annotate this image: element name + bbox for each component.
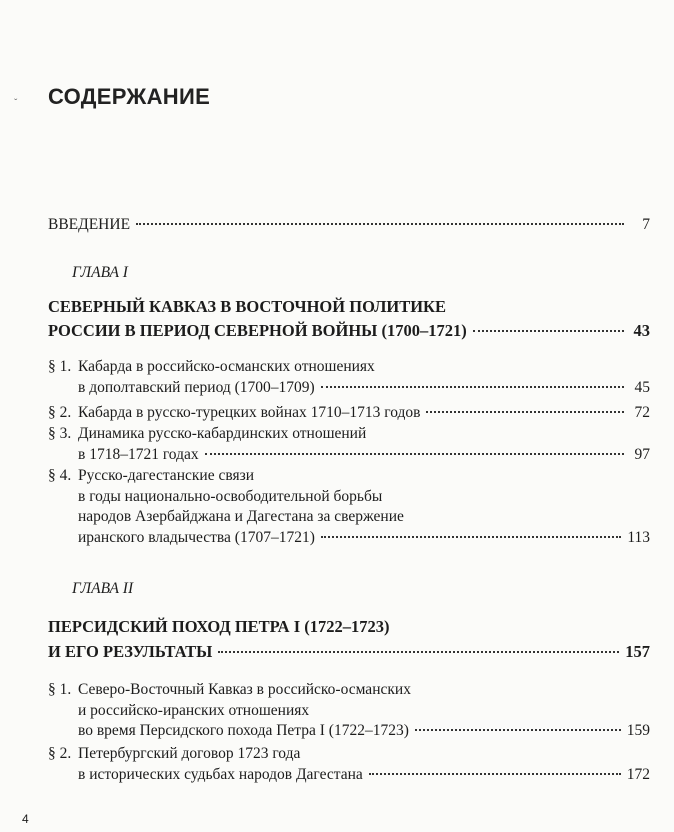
scan-mark: ˇ [14, 98, 18, 109]
section-line: в 1718–1721 годах [78, 445, 199, 463]
toc-page-number: 97 [634, 445, 650, 463]
toc-page-number: 172 [626, 765, 650, 783]
toc-section[interactable] [48, 403, 650, 424]
page-title: СОДЕРЖАНИЕ [48, 84, 211, 109]
leader-dots [426, 411, 624, 413]
leader-dots [415, 729, 621, 731]
leader-dots [473, 330, 624, 332]
section-line: Северо-Восточный Кавказ в российско-османских [78, 681, 411, 698]
toc-page-number: 157 [625, 642, 650, 661]
leader-dots [369, 773, 621, 775]
chapter-1-label: ГЛАВА I [72, 264, 128, 281]
toc-intro-title: ВВЕДЕНИЕ [48, 216, 131, 233]
section-line: и российско-иранских отношениях [78, 701, 310, 719]
section-number: § 2. [48, 404, 72, 421]
chapter-1-title-line1: СЕВЕРНЫЙ КАВКАЗ В ВОСТОЧНОЙ ПОЛИТИКЕ [48, 297, 447, 316]
toc-section[interactable] [48, 744, 650, 785]
chapter-2-title-line1: ПЕРСИДСКИЙ ПОХОД ПЕТРА I (1722–1723) [48, 617, 390, 636]
toc-chapter-1-title[interactable] [48, 295, 650, 343]
chapter-2-title-line2: И ЕГО РЕЗУЛЬТАТЫ [48, 642, 213, 661]
toc-page-number: 113 [627, 528, 650, 546]
toc-page-number: 45 [634, 378, 650, 396]
toc-chapter-2-title[interactable] [48, 614, 650, 664]
section-line: Русско-дагестанские связи [78, 467, 254, 484]
toc-page-number: 159 [626, 722, 650, 739]
leader-dots [218, 651, 619, 653]
section-line: Кабарда в российско-османских отношениях [78, 358, 375, 375]
section-line: во время Персидского похода Петра I (1722–1723) [78, 722, 409, 739]
chapter-1-title-line2: РОССИИ В ПЕРИОД СЕВЕРНОЙ ВОЙНЫ (1700–1721) [48, 321, 467, 340]
toc-section[interactable] [48, 357, 650, 398]
leader-dots [136, 223, 624, 225]
section-number: § 3. [48, 425, 72, 442]
toc-entry-intro[interactable] [48, 214, 650, 236]
section-number: § 4. [48, 467, 72, 484]
leader-dots [321, 386, 624, 388]
toc-section[interactable] [48, 680, 650, 742]
section-line: Петербургский договор 1723 года [78, 745, 301, 762]
toc-page-number: 72 [634, 404, 650, 421]
toc-page-number: 43 [633, 321, 650, 340]
section-line: народов Азербайджана и Дагестана за свержение [78, 508, 404, 525]
section-number: § 1. [48, 358, 72, 375]
toc-section[interactable] [48, 466, 650, 548]
section-line: в дополтавский период (1700–1709) [78, 378, 315, 396]
toc-page-number: 7 [642, 216, 650, 233]
section-line: в годы национально-освободительной борьбы [78, 487, 383, 505]
chapter-2-label: ГЛАВА II [72, 580, 134, 597]
section-line: Кабарда в русско-турецких войнах 1710–1713 годов [78, 404, 421, 421]
toc-section[interactable] [48, 424, 650, 465]
page-number: 4 [22, 812, 29, 826]
leader-dots [205, 453, 624, 455]
section-line: в исторических судьбах народов Дагестана [78, 765, 363, 783]
section-number: § 2. [48, 745, 72, 762]
leader-dots [321, 536, 621, 538]
section-line: Динамика русско-кабардинских отношений [78, 425, 367, 442]
section-number: § 1. [48, 681, 72, 698]
section-line: иранского владычества (1707–1721) [78, 528, 315, 546]
